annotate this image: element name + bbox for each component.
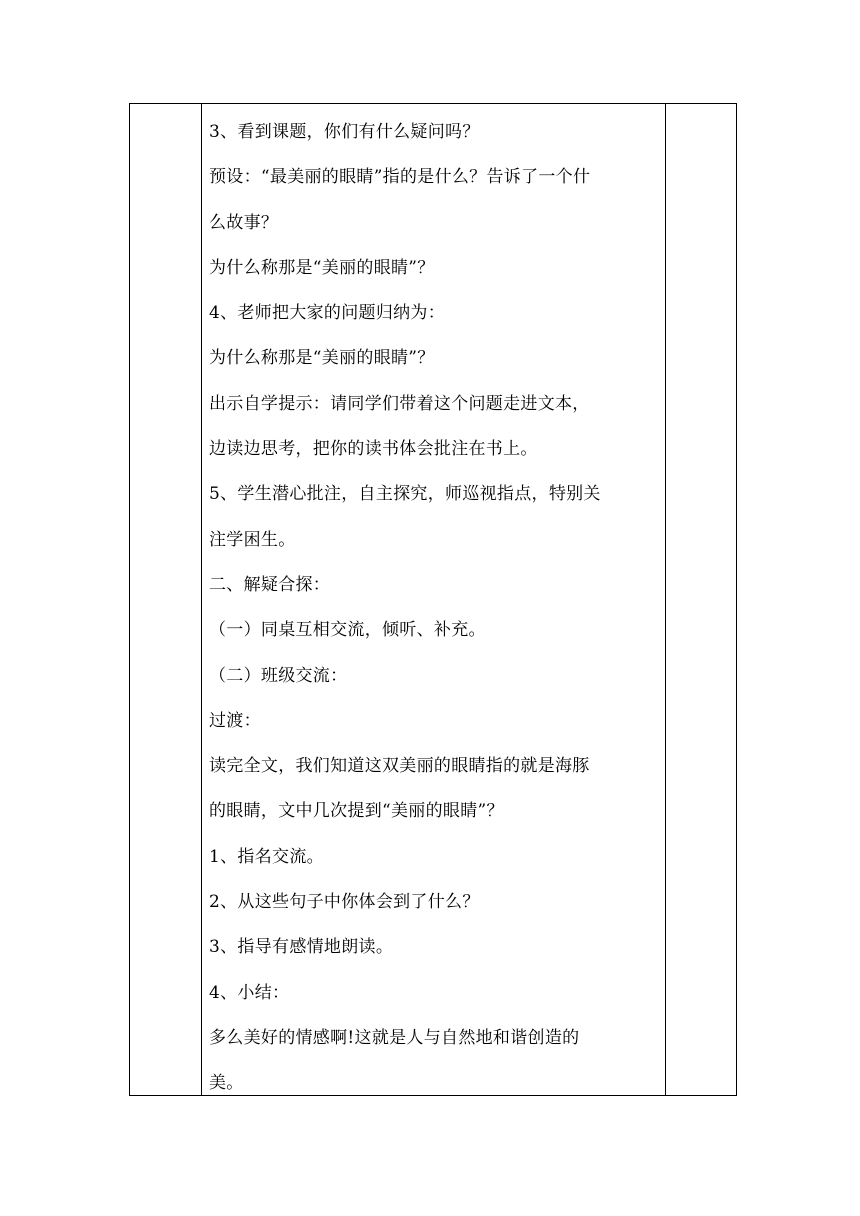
text-line: 预设：“最美丽的眼睛”指的是什么？告诉了一个什 xyxy=(209,167,591,188)
table-left-column xyxy=(130,104,202,1095)
section-heading: 二、解疑合探： xyxy=(209,574,331,595)
text-line: 5、学生潜心批注，自主探究，师巡视指点，特别关 xyxy=(209,484,601,505)
text-line: 为什么称那是“美丽的眼睛”？ xyxy=(209,257,435,278)
table-right-column xyxy=(665,104,736,1095)
text-line: 的眼睛，文中几次提到“美丽的眼睛”？ xyxy=(209,801,504,822)
text-line: 3、看到课题，你们有什么疑问吗？ xyxy=(209,122,480,142)
table-content-column xyxy=(202,104,665,1095)
text-line: 2、从这些句子中你体会到了什么？ xyxy=(209,892,480,913)
text-line: （一）同桌互相交流，倾听、补充。 xyxy=(209,620,486,641)
text-line: 为什么称那是“美丽的眼睛”？ xyxy=(209,348,435,369)
text-line: 注学困生。 xyxy=(209,529,296,550)
text-line: （二）班级交流： xyxy=(209,665,348,686)
lesson-table xyxy=(129,103,737,1096)
text-line: 出示自学提示：请同学们带着这个问题走进文本， xyxy=(209,393,590,414)
text-line: 1、指名交流。 xyxy=(209,846,324,867)
text-line: 美。 xyxy=(209,1073,244,1094)
text-line: 边读边思考，把你的读书体会批注在书上。 xyxy=(209,439,538,460)
text-line: 多么美好的情感啊!这就是人与自然地和谐创造的 xyxy=(209,1027,580,1048)
text-line: 读完全文，我们知道这双美丽的眼睛指的就是海豚 xyxy=(209,756,590,777)
text-line: 过渡： xyxy=(209,710,261,731)
text-line: 3、指导有感情地朗读。 xyxy=(209,937,394,958)
text-line: 4、小结： xyxy=(209,982,290,1003)
text-line: 么故事？ xyxy=(209,212,279,233)
text-line: 4、老师把大家的问题归纳为： xyxy=(209,303,446,324)
